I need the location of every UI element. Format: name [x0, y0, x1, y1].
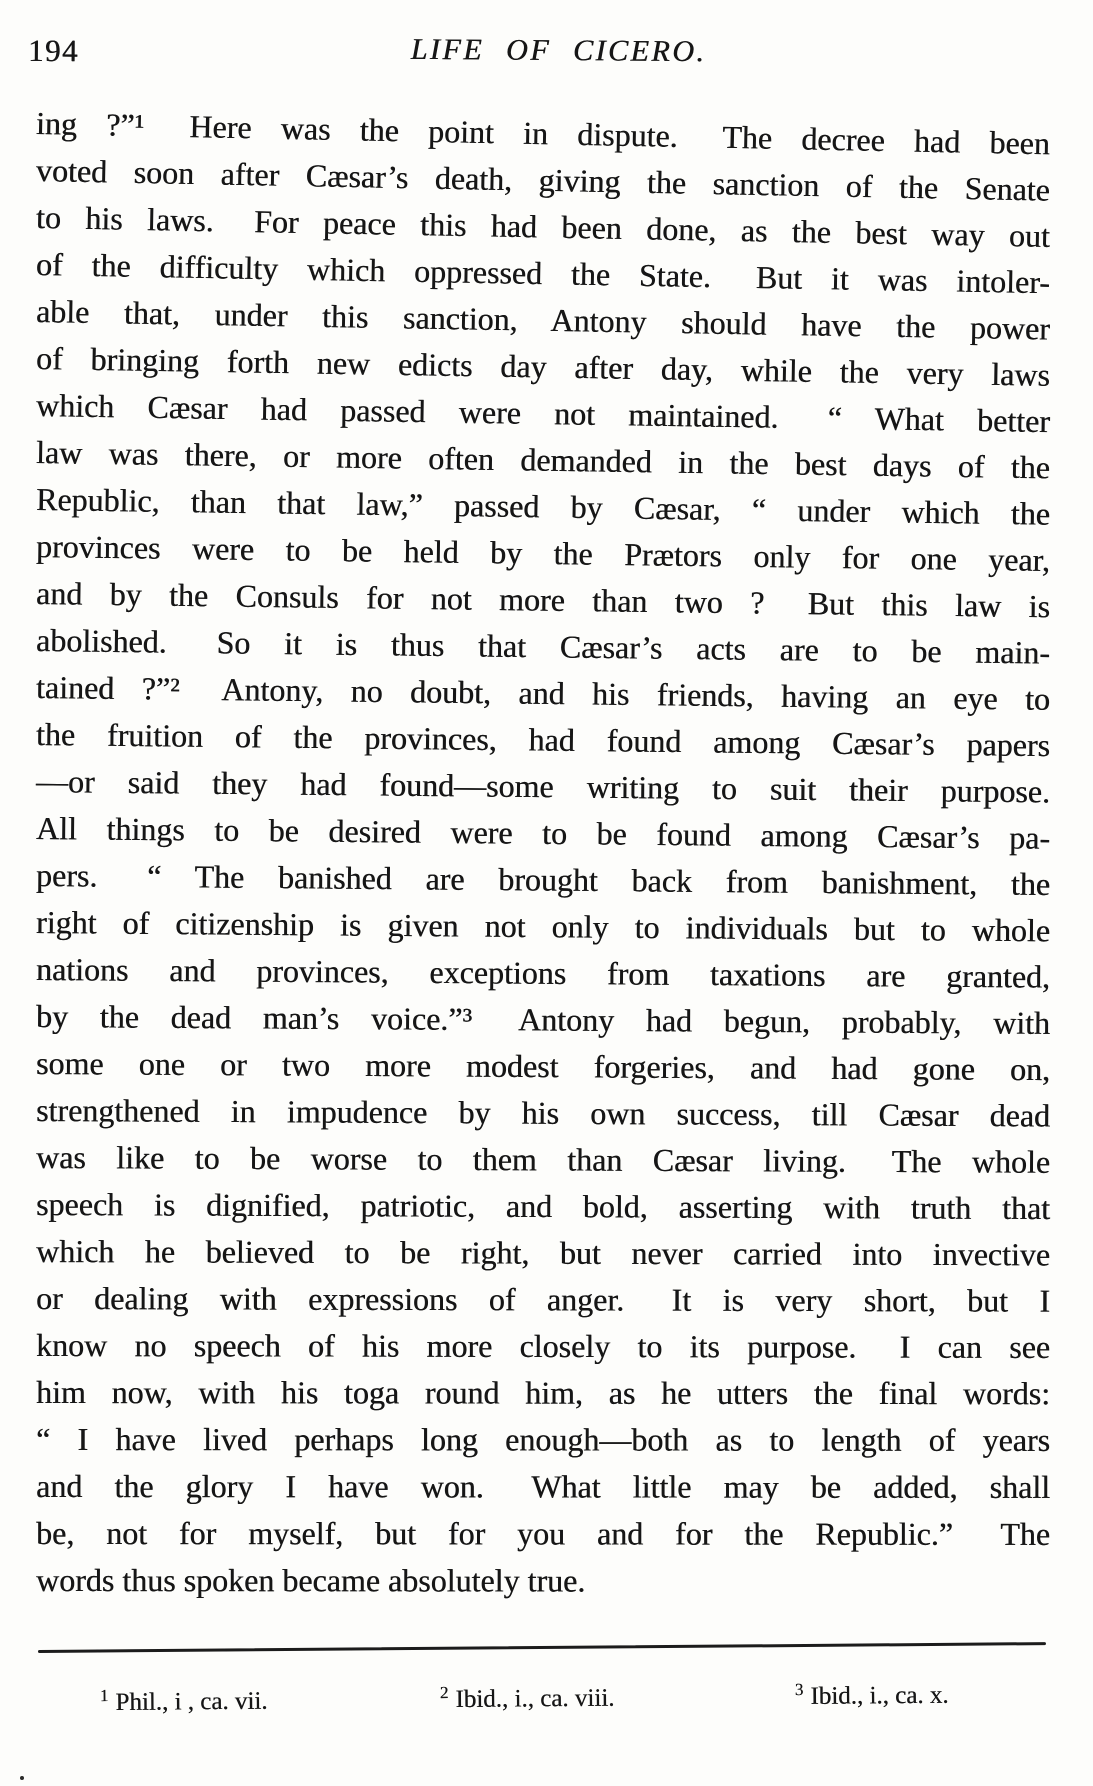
text-line-31: be, not for myself, but for you and for the Republic.” The — [35, 1515, 1051, 1552]
text-line-13: tained ?”² Antony, no doubt, and his friends, having an eye to — [35, 669, 1051, 717]
page-number: 194 — [27, 32, 80, 69]
text-line-19: nations and provinces, exceptions from taxations are granted, — [35, 951, 1051, 995]
body-text — [36, 100, 1050, 1604]
text-line-2: voted soon after Cæsar’s death, giving the sanction of the Senate — [35, 152, 1051, 208]
text-line-14: the fruition of the provinces, had found among Cæsar’s papers — [35, 716, 1051, 764]
footnote-1-marker: 1 — [99, 1685, 109, 1705]
text-line-18: right of citizenship is given not only to individuals but to whole — [35, 904, 1051, 949]
footnote-1-text: Phil., i , ca. vii. — [115, 1687, 268, 1716]
text-line-29: “ I have lived perhaps long enough—both as to length of years — [35, 1421, 1051, 1458]
text-line-28: him now, with his toga round him, as he utters the final words: — [35, 1374, 1051, 1412]
text-line-24: speech is dignified, patriotic, and bold, asserting with truth that — [35, 1186, 1051, 1227]
footnote-3-marker: 3 — [794, 1679, 804, 1699]
text-line-32: words thus spoken became absolutely true. — [35, 1562, 586, 1599]
footnote-divider — [38, 1642, 1046, 1653]
text-line-27: know no speech of his more closely to its purpose. I can see — [35, 1327, 1051, 1365]
text-line-4: of the difficulty which oppressed the State. But it was intoler- — [35, 246, 1051, 301]
footnote-2-text: Ibid., i., ca. viii. — [455, 1684, 615, 1714]
text-line-5: able that, under this sanction, Antony should have the power — [35, 293, 1051, 347]
text-line-8: law was there, or more often demanded in the best days of the — [35, 434, 1051, 486]
text-line-9: Republic, than that law,” passed by Cæsar, “ under which the — [35, 481, 1051, 532]
text-line-25: which he believed to be right, but never carried into invective — [35, 1233, 1051, 1273]
footnote-2 — [439, 1682, 615, 1715]
footnotes-row — [0, 1680, 1093, 1734]
text-line-11: and by the Consuls for not more than two ? But this law is — [35, 575, 1051, 625]
text-line-10: provinces were to be held by the Prætors only for one year, — [35, 528, 1051, 578]
text-line-30: and the glory I have won. What little may be added, shall — [35, 1468, 1051, 1505]
text-line-7: which Cæsar had passed were not maintained. “ What better — [35, 387, 1051, 440]
footnote-3 — [794, 1679, 949, 1711]
text-line-22: strengthened in impudence by his own success, till Cæsar dead — [35, 1092, 1051, 1134]
ink-speck — [20, 1776, 24, 1780]
footnote-3-text: Ibid., i., ca. x. — [810, 1681, 949, 1710]
text-line-20: by the dead man’s voice.”³ Antony had begun, probably, with — [35, 998, 1051, 1041]
text-line-16: All things to be desired were to be found among Cæsar’s pa- — [35, 810, 1051, 856]
text-line-3: to his laws. For peace this had been done, as the best way out — [35, 199, 1051, 254]
text-line-15: —or said they had found—some writing to suit their purpose. — [35, 763, 1051, 810]
text-line-1: ing ?”¹ Here was the point in dispute. The decree had been — [35, 105, 1051, 162]
text-line-17: pers. “ The banished are brought back from banishment, the — [35, 857, 1051, 903]
text-line-26: or dealing with expressions of anger. It is very short, but I — [35, 1280, 1051, 1319]
text-line-23: was like to be worse to them than Cæsar living. The whole — [35, 1139, 1051, 1180]
running-title: LIFE OF CICERO. — [410, 32, 707, 69]
text-line-12: abolished. So it is thus that Cæsar’s acts are to be main- — [35, 622, 1051, 671]
footnote-1 — [99, 1685, 268, 1717]
text-line-6: of bringing forth new edicts day after day, while the very laws — [35, 340, 1051, 393]
footnote-2-marker: 2 — [439, 1682, 449, 1702]
text-line-21: some one or two more modest forgeries, and had gone on, — [35, 1045, 1051, 1088]
